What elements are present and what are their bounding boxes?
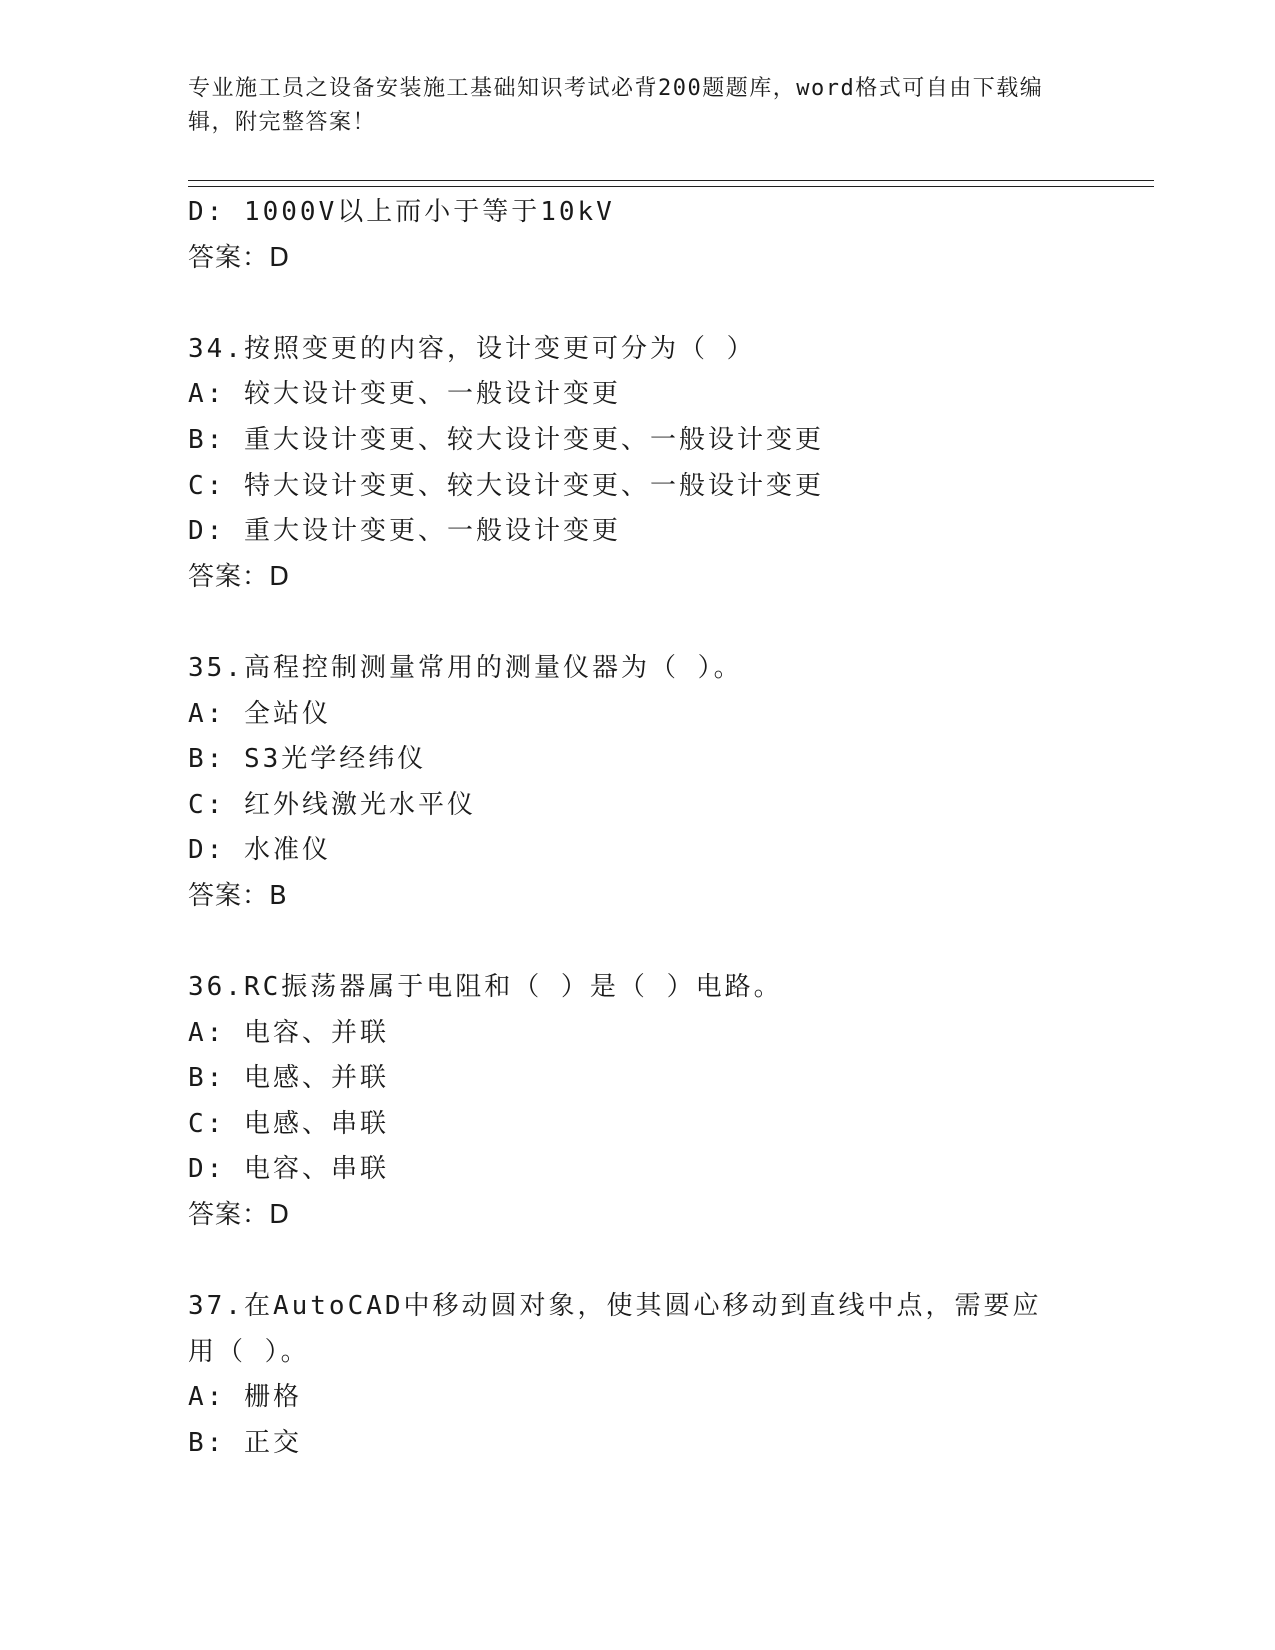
option-c: C: 红外线激光水平仪 [188, 789, 476, 820]
spacer [188, 920, 1154, 966]
answer-label: 答案：D [188, 242, 291, 273]
question-stem: 37.在AutoCAD中移动圆对象，使其圆心移动到直线中点，需要应用（ ）。 [188, 1291, 1042, 1367]
option-c: C: 电感、串联 [188, 1108, 389, 1139]
option-d: D: 重大设计变更、一般设计变更 [188, 516, 621, 547]
option-c: C: 特大设计变更、较大设计变更、一般设计变更 [188, 470, 824, 501]
option-a: A: 电容、并联 [188, 1017, 389, 1048]
option-b: B: 正交 [188, 1428, 302, 1459]
document-header [188, 72, 1088, 140]
option-a: A: 较大设计变更、一般设计变更 [188, 379, 621, 410]
document-title: 专业施工员之设备安装施工基础知识考试必背200题题库，word格式可自由下载编辑，附完整答案！ [188, 76, 1044, 135]
header-divider [188, 180, 1154, 187]
answer-label: 答案：D [188, 561, 291, 592]
option-b: B: 电感、并联 [188, 1063, 389, 1094]
option-d: D: 电容、串联 [188, 1154, 389, 1185]
question-list [188, 190, 1154, 1467]
option-b: B: S3光学经纬仪 [188, 744, 427, 775]
question-stem: 36.RC振荡器属于电阻和（ ）是（ ）电路。 [188, 972, 783, 1003]
option-b: B: 重大设计变更、较大设计变更、一般设计变更 [188, 424, 824, 455]
option-a: A: 栅格 [188, 1382, 302, 1413]
spacer [188, 1239, 1154, 1285]
option-a: A: 全站仪 [188, 698, 331, 729]
question-stem: 35.高程控制测量常用的测量仪器为（ ）。 [188, 652, 743, 683]
option-d: D: 1000V以上而小于等于10kV [188, 197, 615, 227]
question-stem: 34.按照变更的内容，设计变更可分为（ ） [188, 333, 756, 364]
option-d: D: 水准仪 [188, 835, 331, 866]
spacer [188, 281, 1154, 327]
spacer [188, 600, 1154, 646]
answer-label: 答案：D [188, 1200, 291, 1231]
answer-label: 答案：B [188, 880, 288, 911]
